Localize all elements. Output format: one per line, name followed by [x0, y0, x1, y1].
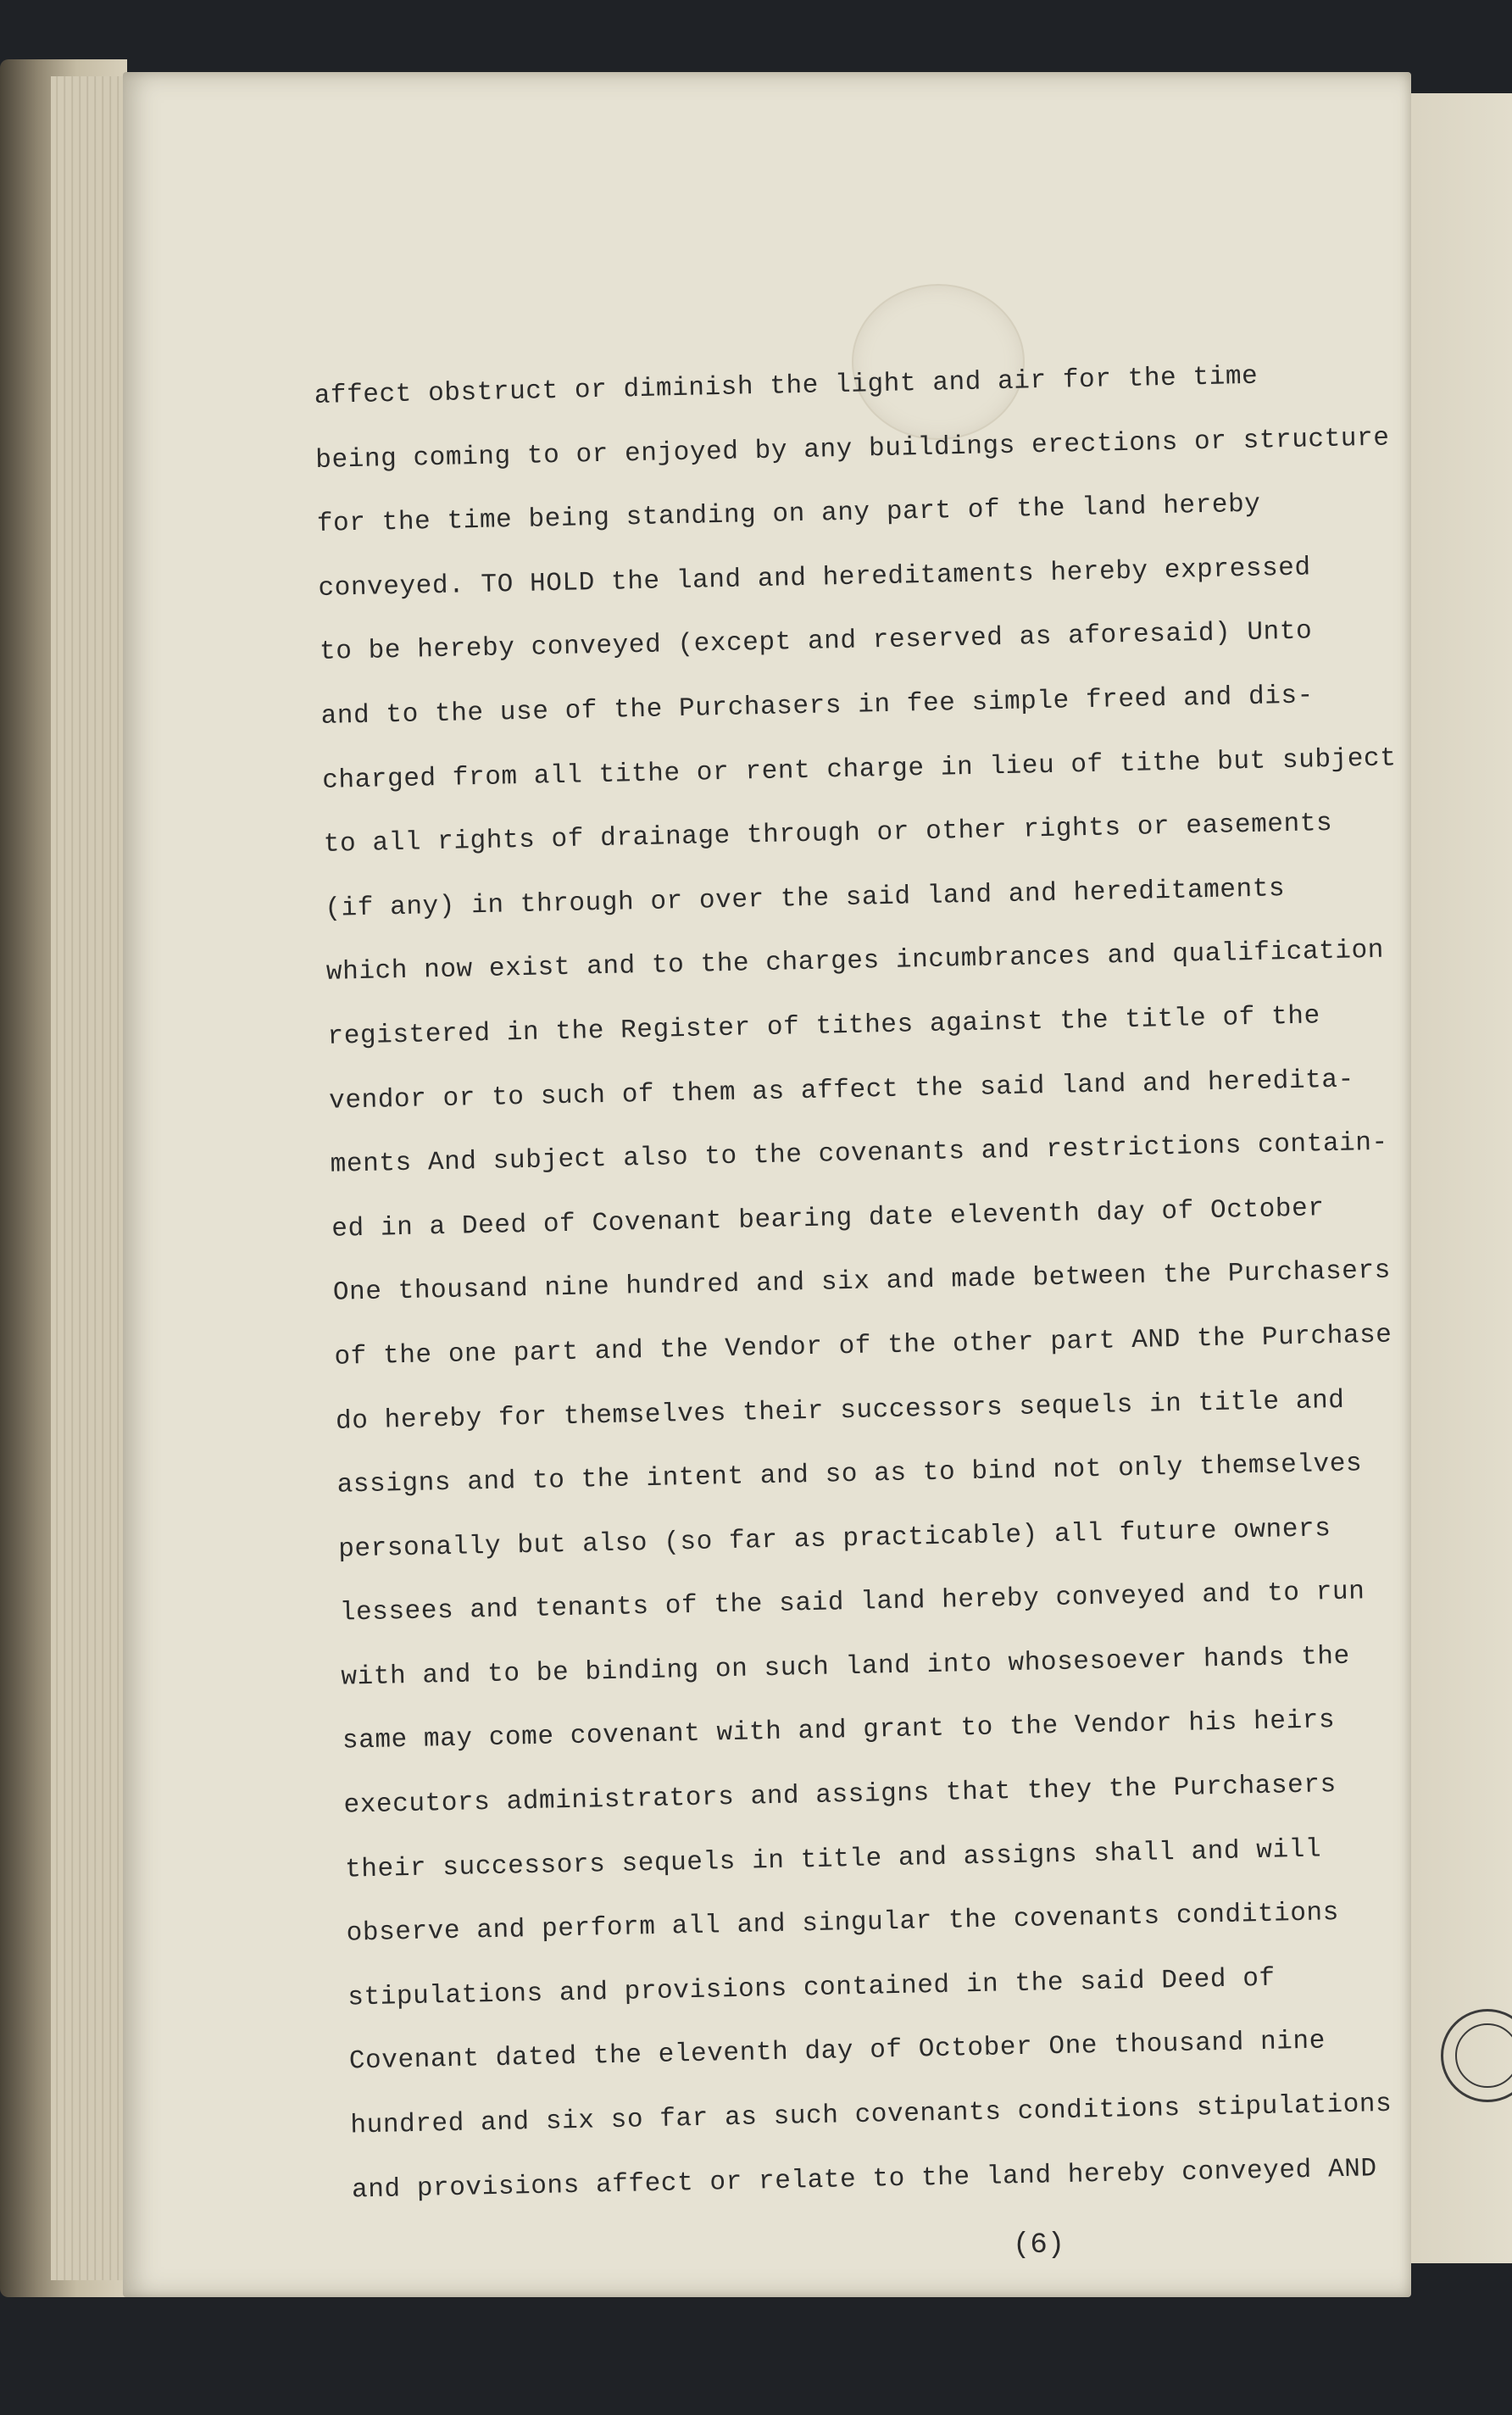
text-line: and provisions affect or relate to the land hereby conveyed AND	[351, 2153, 1378, 2206]
text-line: One thousand nine hundred and six and made between the Purchasers	[332, 1255, 1392, 1309]
text-line: being coming to or enjoyed by any buildings erections or structure	[315, 423, 1390, 476]
text-line: personally but also (so far as practicable) all future owners	[337, 1513, 1331, 1565]
text-line: charged from all tithe or rent charge in lieu of tithe but subject	[321, 743, 1397, 796]
text-line: same may come covenant with and grant to the Vendor his heirs	[342, 1706, 1336, 1757]
text-line: to all rights of drainage through or other rights or easements	[323, 809, 1333, 860]
text-line: executors administrators and assigns that they the Purchasers	[343, 1770, 1337, 1821]
text-line: affect obstruct or diminish the light and air for the time	[314, 361, 1259, 411]
text-line: conveyed. TO HOLD the land and hereditaments hereby expressed	[318, 553, 1312, 604]
page-number: (6)	[1013, 2229, 1065, 2262]
text-line: with and to be binding on such land into whosesoever hands the	[341, 1641, 1351, 1693]
text-line: for the time being standing on any part of the land hereby	[316, 489, 1261, 540]
text-line: to be hereby conveyed (except and reserved as aforesaid) Unto	[319, 616, 1313, 668]
text-line: registered in the Register of tithes against the title of the	[327, 1001, 1321, 1052]
text-line: which now exist and to the charges incumbrances and qualification	[325, 936, 1385, 988]
text-line: do hereby for themselves their successors sequels in title and	[335, 1385, 1345, 1437]
text-line: assigns and to the intent and so as to bind not only themselves	[336, 1449, 1363, 1500]
text-line: observe and perform all and singular the covenants conditions	[346, 1898, 1340, 1949]
text-line: (if any) in through or over the said land and hereditaments	[325, 873, 1286, 924]
text-line: and to the use of the Purchasers in fee simple freed and dis-	[320, 681, 1315, 732]
text-line: ed in a Deed of Covenant bearing date eleventh day of October	[331, 1193, 1325, 1244]
text-line: Covenant dated the eleventh day of October One thousand nine	[348, 2026, 1326, 2077]
deed-text	[314, 342, 1437, 2223]
text-line: ments And subject also to the covenants and restrictions contain-	[330, 1127, 1389, 1180]
text-line: vendor or to such of them as affect the said land and heredita-	[328, 1065, 1355, 1116]
text-line: their successors sequels in title and assigns shall and will	[344, 1834, 1322, 1885]
text-line: hundred and six so far as such covenants conditions stipulations	[350, 2089, 1392, 2141]
text-line: of the one part and the Vendor of the other part AND the Purchase	[334, 1320, 1392, 1372]
text-line: lessees and tenants of the said land hereby conveyed and to run	[339, 1577, 1365, 1628]
text-line: stipulations and provisions contained in the said Deed of	[347, 1963, 1276, 2013]
